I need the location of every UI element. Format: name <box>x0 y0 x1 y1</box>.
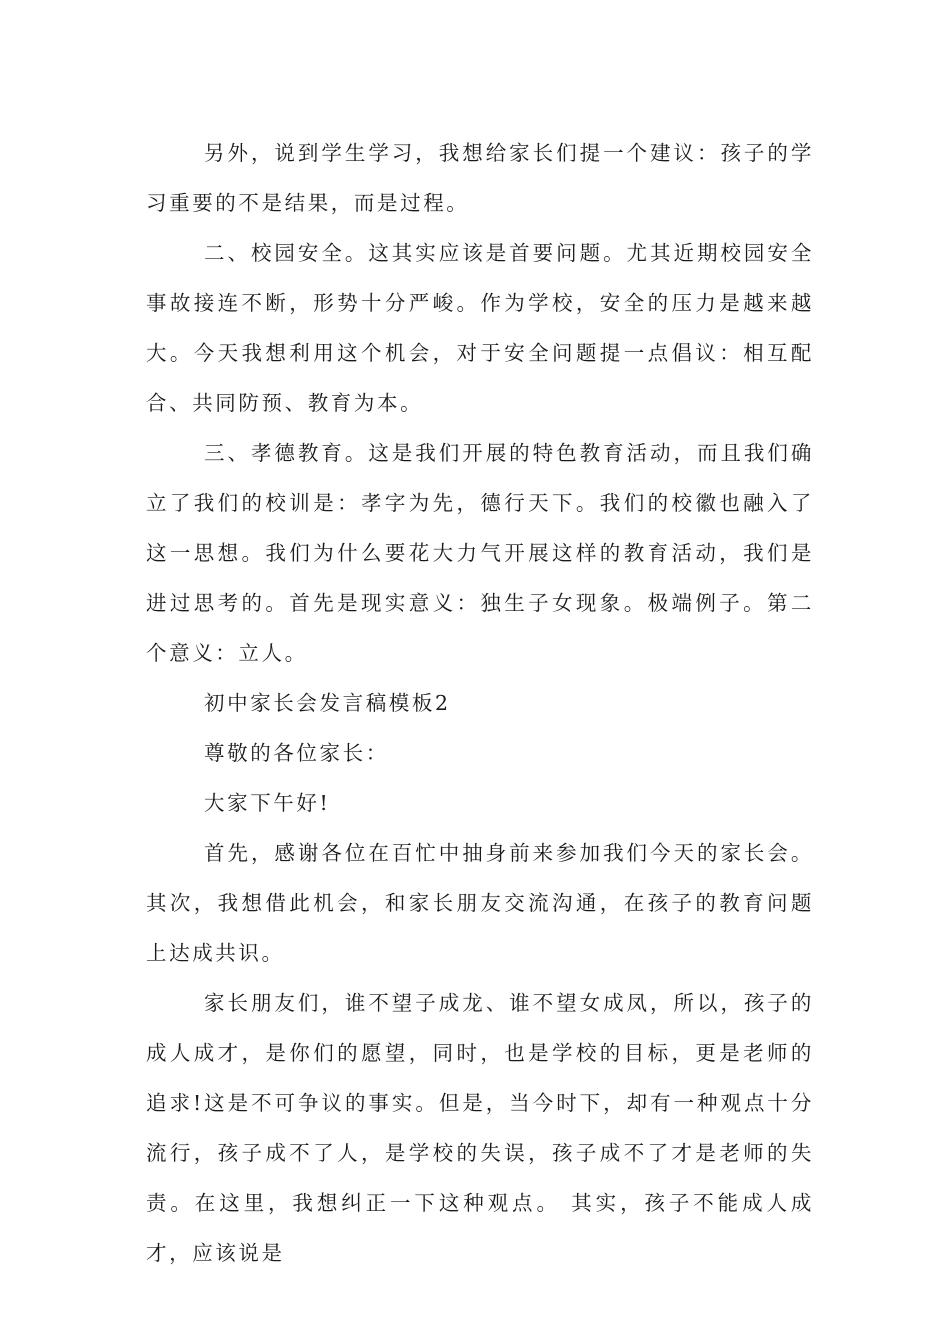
paragraph-parents-expectation: 家长朋友们，谁不望子成龙、谁不望女成凤，所以，孩子的成人成才，是你们的愿望，同时，也是学校的目标，更是老师的追求!这是不可争议的事实。但是，当今时下，却有一种观点十分流行，孩子成不了人，是学校的失误，孩子成不了才是老师的失责。在这里，我想纠正一下这种观点。 其实，孩子不能成人成才，应该说是 <box>146 991 814 1265</box>
paragraph-campus-safety: 二、校园安全。这其实应该是首要问题。尤其近期校园安全事故接连不断，形势十分严峻。作为学校，安全的压力是越来越大。今天我想利用这个机会，对于安全问题提一点倡议：相互配合、共同防预、教育为本。 <box>146 241 814 415</box>
salutation: 尊敬的各位家长： <box>204 741 389 765</box>
section-heading: 初中家长会发言稿模板2 <box>204 691 451 715</box>
paragraph-filial-education: 三、孝德教育。这是我们开展的特色教育活动，而且我们确立了我们的校训是：孝字为先，德行天下。我们的校徽也融入了这一思想。我们为什么要花大力气开展这样的教育活动，我们是进过思考的。首先是现实意义：独生子女现象。极端例子。第二个意义：立人。 <box>146 441 814 665</box>
paragraph-study-advice: 另外，说到学生学习，我想给家长们提一个建议：孩子的学习重要的不是结果，而是过程。 <box>146 141 814 215</box>
greeting: 大家下午好! <box>204 791 331 815</box>
document-body <box>146 128 814 1278</box>
paragraph-thanks: 首先，感谢各位在百忙中抽身前来参加我们今天的家长会。其次，我想借此机会，和家长朋友交流沟通，在孩子的教育问题上达成共识。 <box>146 841 814 965</box>
